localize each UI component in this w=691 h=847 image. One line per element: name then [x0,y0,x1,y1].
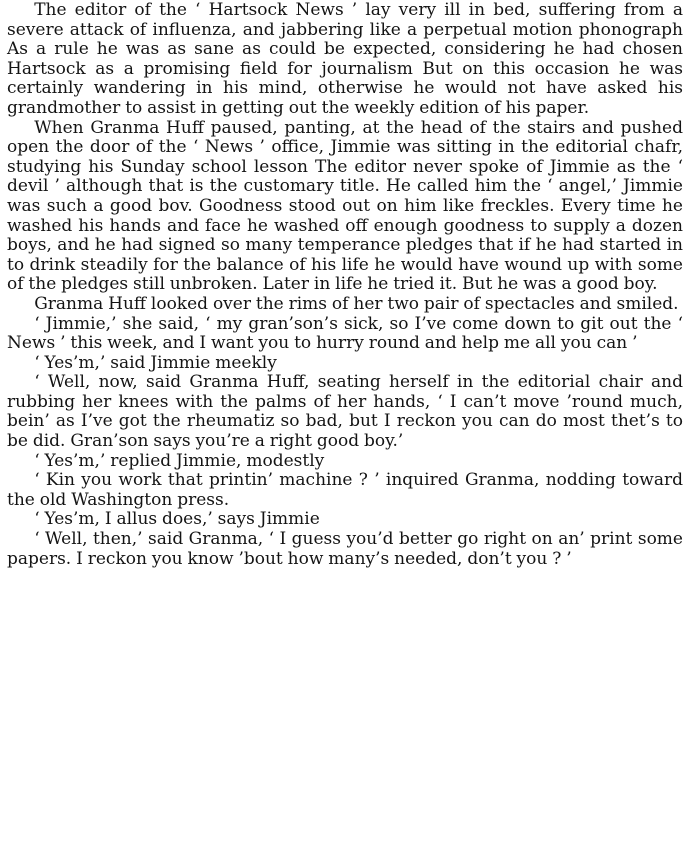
paragraph: ‘ Kin you work that printin’ machine ? ’ inquired Granma, nodding toward the old Washington press. [7,470,683,510]
paragraph: When Granma Huff paused, panting, at the head of the stairs and pushed open the door of the ‘ News ’ office, Jimmie was sitting in the editorial chafr, studying his Sunday school lesson The editor never spoke of Jimmie as the ‘ devil ’ although that is the customary title. He called him the ‘ angel,’ Jimmie was such a good bov. Goodness stood out on him like freckles. Every time he washed his hands and face he washed off enough goodness to supply a dozen boys, and he had signed so many temperance pledges that if he had started in to drink steadily for the balance of his life he would have wound up with some of the pledges still unbroken. Later in life he tried it. But he was a good boy. [7,117,683,295]
paragraph: ‘ Yes’m, I allus does,’ says Jimmie [34,509,320,530]
paragraph: ‘ Well, now, said Granma Huff, seating herself in the editorial chair and rubbing her knees with the palms of her hands, ‘ I can’t move ’round much, bein’ as I’ve got the rheumatiz so bad, but I reckon you can do most thet’s to be did. Gran’son says you’re a right good boy.’ [7,372,683,452]
paragraph: ‘ Yes’m,’ replied Jimmie, modestly [34,450,325,471]
paragraph: ‘ Yes’m,’ said Jimmie meekly [34,352,277,373]
paragraph: Granma Huff looked over the rims of her two pair of spectacles and smiled. [34,293,679,314]
paragraph: ‘ Jimmie,’ she said, ‘ my gran’son’s sick, so I’ve come down to git out the ‘ News ’ this week, and I want you to hurry round and help me all you can ’ [7,313,683,354]
paragraph: The editor of the ‘ Hartsock News ’ lay very ill in bed, suffering from a severe attack of influenza, and jabbering like a perpetual motion phonograph As a rule he was as sane as could be expected, considering he had chosen Hartsock as a promising field for journalism But on this occasion he was certainly wandering in his mind, otherwise he would not have asked his grandmother to assist in getting out the weekly edition of his paper. [7,0,683,118]
paragraph: ‘ Well, then,’ said Granma, ‘ I guess you’d better go right on an’ print some papers. I reckon you know ’bout how many’s needed, don’t you ? ’ [7,529,683,569]
